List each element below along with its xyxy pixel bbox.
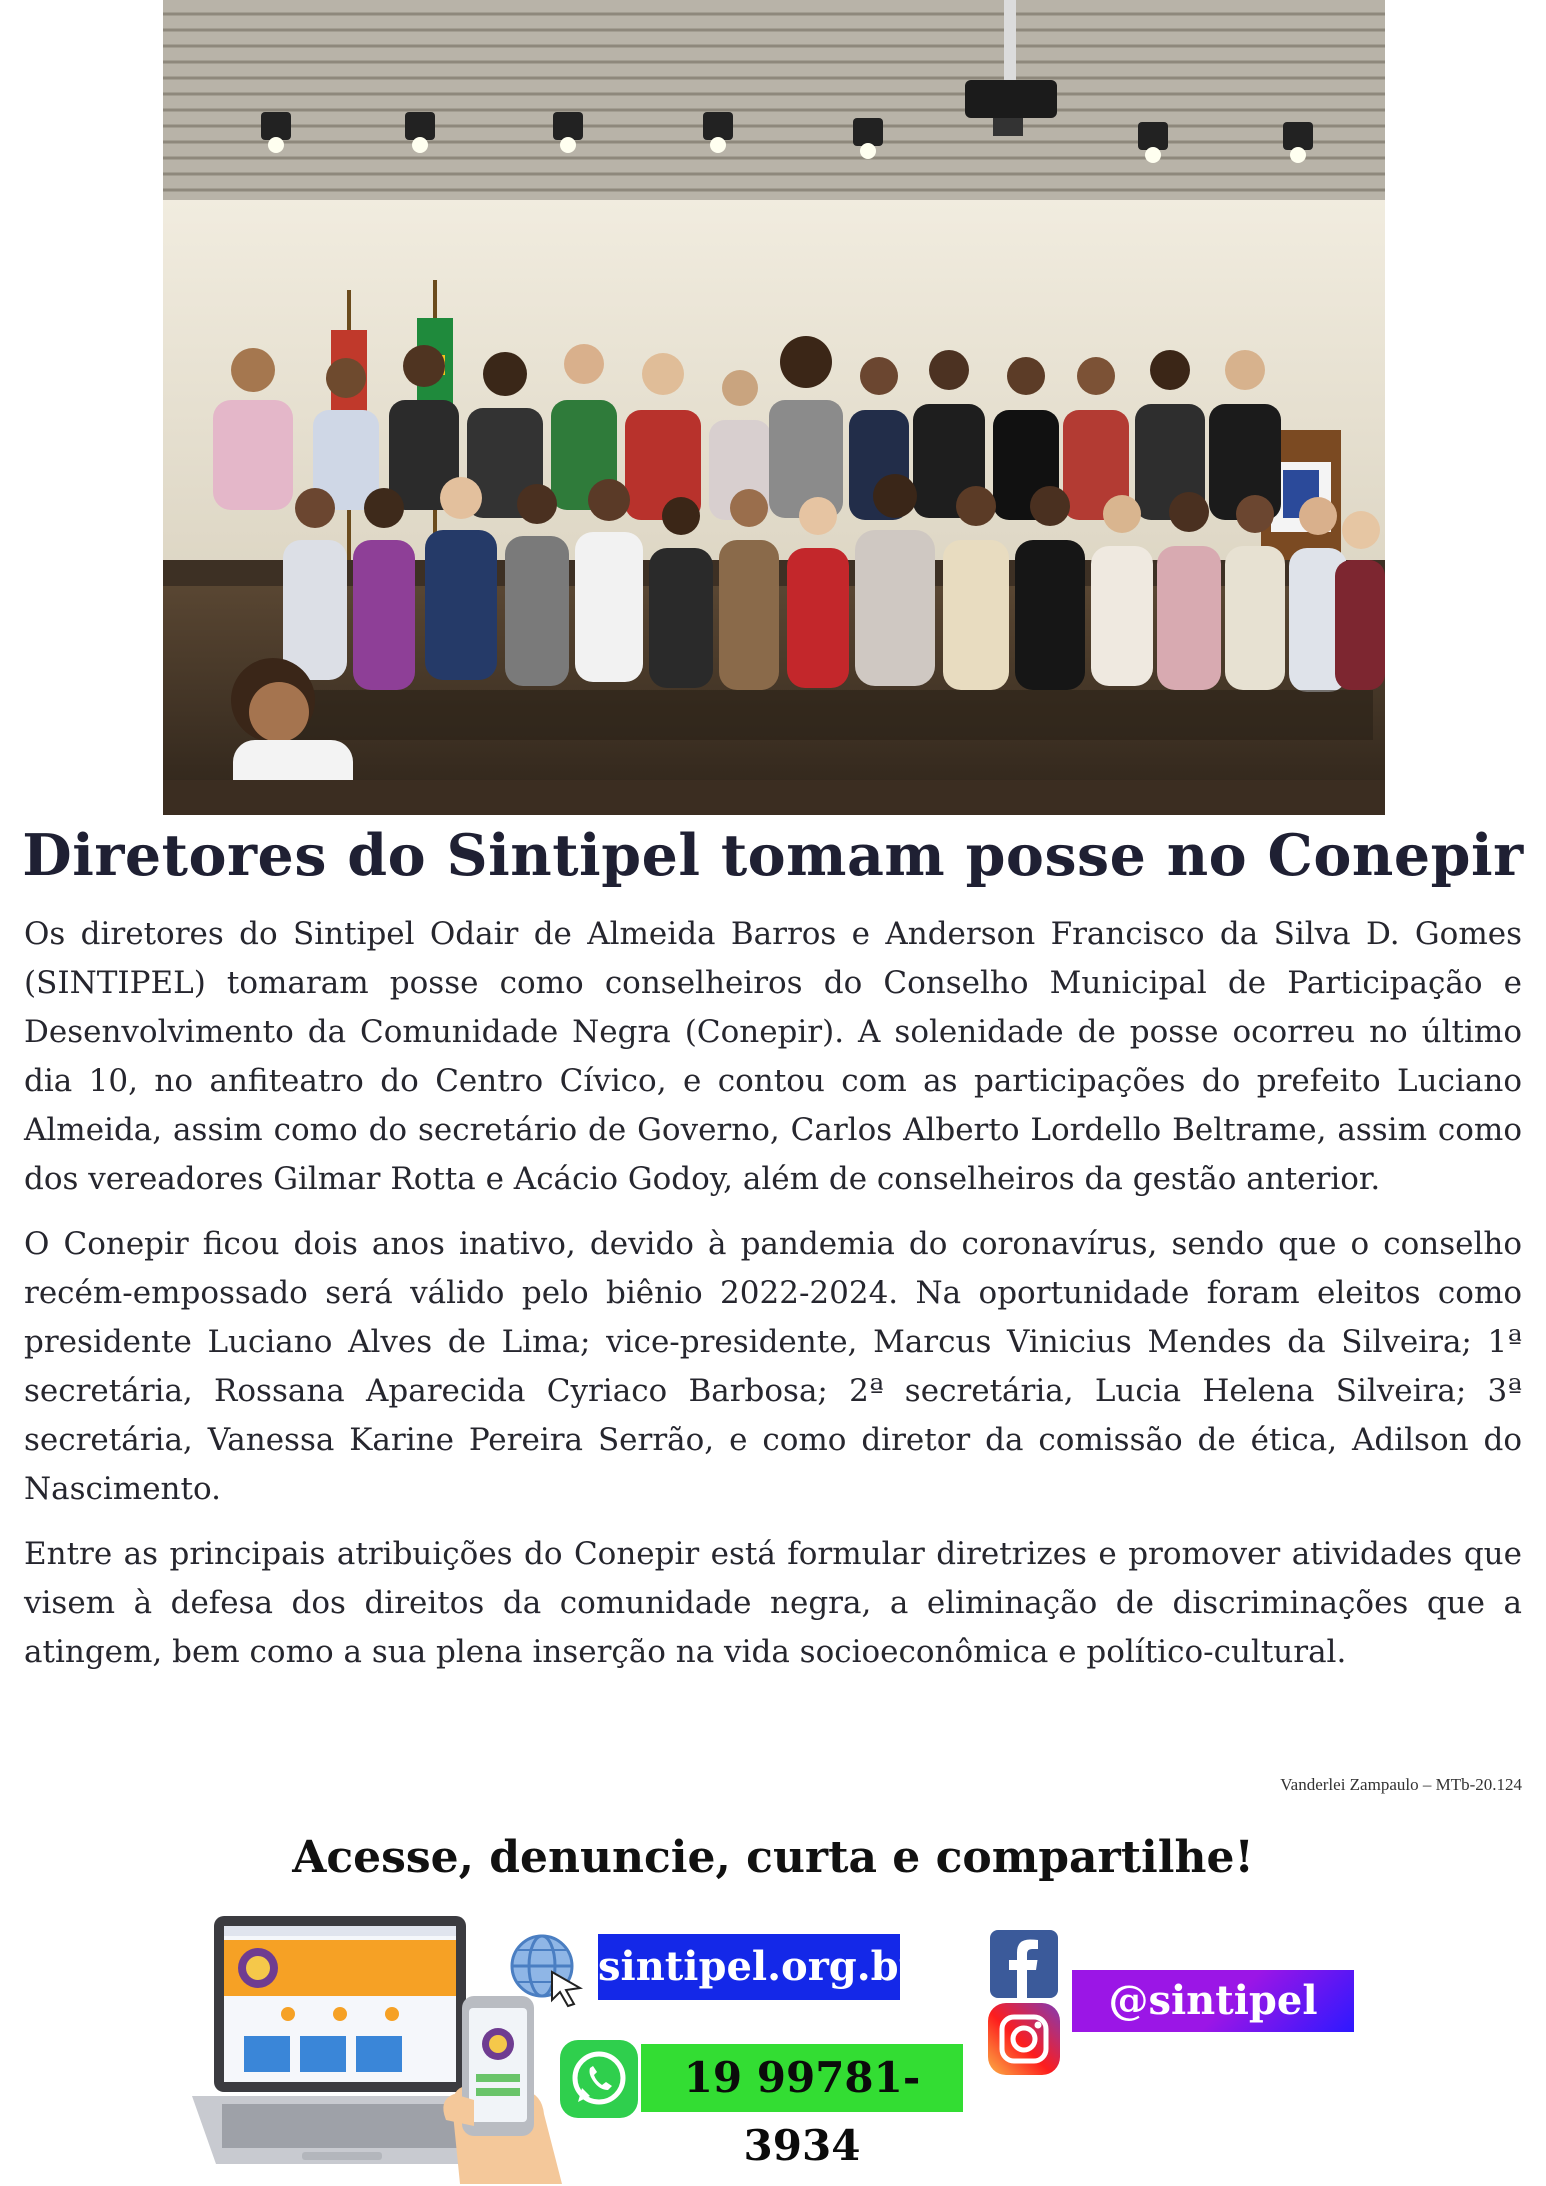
group-photo-illustration <box>163 0 1385 815</box>
article-headline: Diretores do Sintipel tomam posse no Conepir <box>22 822 1524 889</box>
globe-icon <box>508 1932 584 2008</box>
paragraph: Entre as principais atribuições do Conepir está formular diretrizes e promover atividades que visem à defesa dos direitos da comunidade negra, a eliminação de discriminações que a atingem, bem como a sua plena inserção na vida socioeconômica e político-cultural. <box>24 1536 1522 1670</box>
paragraph: Os diretores do Sintipel Odair de Almeida Barros e Anderson Francisco da Silva D. Gomes (SINTIPEL) tomaram posse como conselheiros do Conselho Municipal de Participação e Desenvolvimento da Comunidade Negra (Conepir). A solenidade de posse ocorreu no último dia 10, no anfiteatro do Centro Cívico, e contou com as participações do prefeito Luciano Almeida, assim como do secretário de Governo, Carlos Alberto Lordello Beltrame, assim como dos vereadores Gilmar Rotta e Acácio Godoy, além de conselheiros da gestão anterior. <box>24 916 1522 1197</box>
instagram-icon[interactable] <box>988 2003 1060 2075</box>
website-link[interactable]: sintipel.org.br <box>598 1934 900 2000</box>
photo-credit: Vanderlei Zampaulo – MTb-20.124 <box>1280 1775 1522 1794</box>
call-to-action: Acesse, denuncie, curta e compartilhe! <box>292 1832 1254 1883</box>
whatsapp-icon[interactable] <box>560 2040 638 2118</box>
article-body <box>24 910 1522 1693</box>
group-photo <box>163 0 1385 815</box>
social-handle[interactable]: @sintipel <box>1072 1970 1354 2032</box>
paragraph: O Conepir ficou dois anos inativo, devido à pandemia do coronavírus, sendo que o conselho recém-empossado será válido pelo biênio 2022-2024. Na oportunidade foram eleitos como presidente Luciano Alves de Lima; vice-presidente, Marcus Vinicius Mendes da Silveira; 1ª secretária, Rossana Aparecida Cyriaco Barbosa; 2ª secretária, Lucia Helena Silveira; 3ª secretária, Vanessa Karine Pereira Serrão, e como diretor da comissão de ética, Adilson do Nascimento. <box>24 1226 1522 1507</box>
phone-number[interactable]: 19 99781-3934 <box>641 2044 963 2112</box>
facebook-icon[interactable] <box>990 1930 1058 1998</box>
